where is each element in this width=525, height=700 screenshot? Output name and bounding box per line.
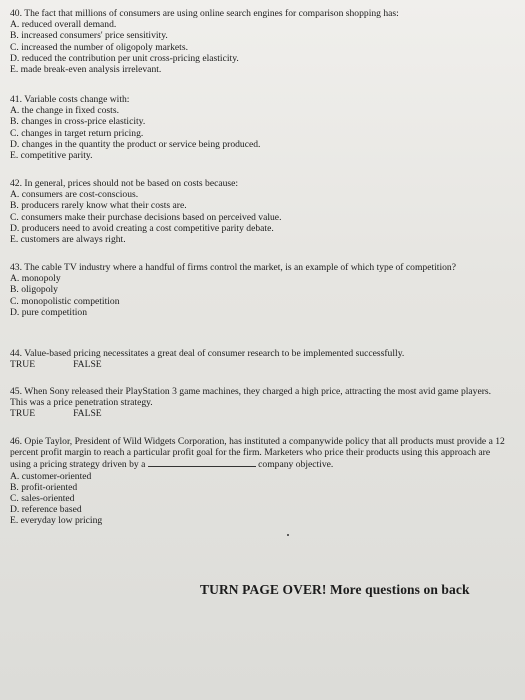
question-44 <box>10 348 510 370</box>
page-footer-note: TURN PAGE OVER! More questions on back <box>200 582 470 597</box>
answer-option: E. customers are always right. <box>10 234 126 246</box>
answer-option: B. oligopoly <box>10 284 58 296</box>
answer-option: D. producers need to avoid creating a cost competitive parity debate. <box>10 222 274 234</box>
question-stem-part1: 46. Opie Taylor, President of Wild Widgets Corporation, has instituted a companywide policy that all products must provide a 12 percent profit margin to reach a particular profit goal for the firm. Marketers who price their products using this approach are using a pricing strategy driven by a <box>10 436 505 471</box>
answer-option: A. the change in fixed costs. <box>10 105 119 117</box>
answer-option: E. made break-even analysis irrelevant. <box>10 64 162 76</box>
question-stem: 42. In general, prices should not be based on costs because: <box>10 178 239 189</box>
false-label: FALSE <box>73 408 102 420</box>
question-stem: 41. Variable costs change with: <box>10 94 130 105</box>
question-stem: 43. The cable TV industry where a handful of firms control the market, is an example of which type of competition? <box>10 262 456 273</box>
answer-option: A. customer-oriented <box>10 470 92 482</box>
true-false-choices <box>10 359 510 370</box>
stray-mark <box>287 534 289 536</box>
answer-option: B. increased consumers' price sensitivity. <box>10 30 168 42</box>
question-40 <box>10 8 510 75</box>
answer-option: B. producers rarely know what their costs are. <box>10 200 187 212</box>
answer-option: B. profit-oriented <box>10 481 78 493</box>
answer-option: A. reduced overall demand. <box>10 19 117 31</box>
answer-option: D. pure competition <box>10 306 87 318</box>
answer-blank <box>148 458 256 467</box>
answer-option: D. reduced the contribution per unit cross-pricing elasticity. <box>10 52 239 64</box>
question-43 <box>10 262 465 318</box>
question-stem: 44. Value-based pricing necessitates a great deal of consumer research to be implemented successfully. <box>10 348 405 359</box>
answer-option: D. reference based <box>10 504 82 516</box>
question-41 <box>10 94 510 161</box>
true-false-choices <box>10 408 510 419</box>
true-label: TRUE <box>10 359 36 371</box>
false-label: FALSE <box>73 359 102 371</box>
answer-option: A. monopoly <box>10 273 61 285</box>
answer-option: C. increased the number of oligopoly markets. <box>10 41 188 53</box>
question-46 <box>10 436 510 527</box>
question-stem-part2: company objective. <box>258 459 334 471</box>
question-stem <box>10 436 510 471</box>
answer-option: D. changes in the quantity the product or service being produced. <box>10 138 261 150</box>
answer-option: C. consumers make their purchase decisions based on perceived value. <box>10 211 282 223</box>
true-label: TRUE <box>10 408 36 420</box>
answer-option: C. monopolistic competition <box>10 295 120 307</box>
answer-option: C. sales-oriented <box>10 493 75 505</box>
question-stem: 40. The fact that millions of consumers are using online search engines for comparison shopping has: <box>10 8 399 19</box>
question-45 <box>10 386 510 420</box>
answer-option: C. changes in target return pricing. <box>10 127 144 139</box>
answer-option: A. consumers are cost-conscious. <box>10 189 139 201</box>
answer-option: E. everyday low pricing <box>10 515 103 527</box>
question-42 <box>10 178 510 245</box>
answer-option: B. changes in cross-price elasticity. <box>10 116 146 128</box>
question-stem: 45. When Sony released their PlayStation 3 game machines, they charged a high price, attracting the most avid game players. This was a price penetration strategy. <box>10 386 492 409</box>
answer-option: E. competitive parity. <box>10 150 93 162</box>
